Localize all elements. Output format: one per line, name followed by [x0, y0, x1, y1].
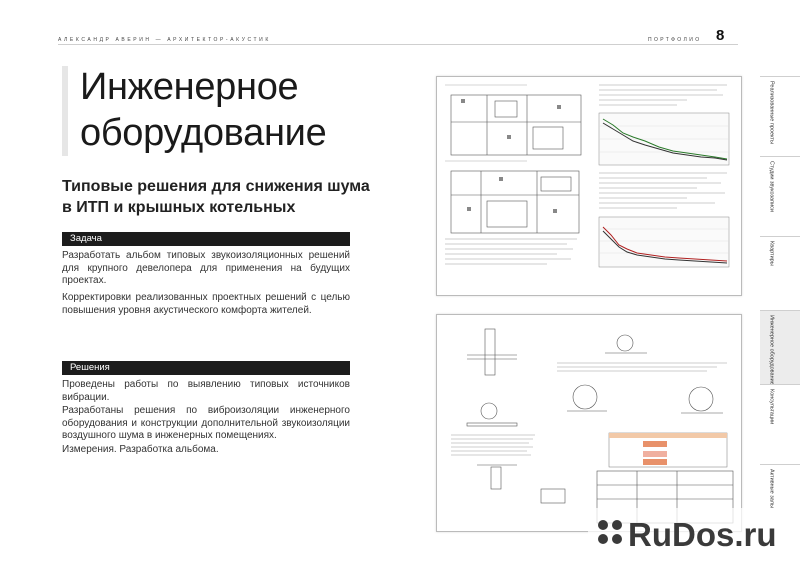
- document-thumbnail-drawings: [436, 314, 742, 532]
- page-title-line1: Инженерное: [80, 66, 299, 108]
- side-tab-label: Студии звукозаписи: [768, 161, 775, 212]
- document-drawings-drawing: [437, 315, 741, 531]
- watermark-logo-icon: [596, 518, 624, 546]
- side-tab-consultations[interactable]: [760, 384, 800, 465]
- task-paragraph-1: Разработать альбом типовых звукоизоляционных решений для крупного девелопера для применения на будущих проектах.: [62, 250, 350, 286]
- side-tab-implemented-projects[interactable]: [760, 76, 800, 157]
- task-paragraph-2: Корректировки реализованных проектных решений с целью повышения уровня акустического комфорта жителей.: [62, 292, 350, 316]
- header-section: ПОРТФОЛИО: [648, 37, 702, 43]
- solutions-paragraph-2: Разработаны решения по виброизоляции инженерного оборудования и конструкции дополнительной звукоизоляции воздушного шума в инженерных помещениях.: [62, 405, 350, 441]
- side-tab-label: Квартиры: [768, 241, 775, 266]
- page-title: [80, 64, 410, 156]
- solutions-paragraph-1: Проведены работы по выявлению типовых источников вибрации.: [62, 379, 350, 403]
- header-divider: [58, 44, 738, 45]
- page-number: 8: [716, 27, 725, 44]
- title-accent-bar: [62, 66, 68, 156]
- solutions-paragraph-3: Измерения. Разработка альбома.: [62, 444, 219, 455]
- watermark: [588, 508, 788, 560]
- document-plans-charts-drawing: [437, 77, 741, 295]
- side-tab-label: Консультации: [768, 389, 775, 425]
- side-navigation: [760, 76, 800, 566]
- side-tab-label: Инженерное оборудование: [768, 315, 775, 385]
- page-subtitle: Типовые решения для снижения шума в ИТП и крышных котельных: [62, 178, 370, 216]
- side-tab-label: Реализованные проекты: [768, 81, 775, 144]
- task-heading: Задача: [62, 232, 350, 246]
- side-tab-apartments[interactable]: [760, 236, 800, 311]
- side-tab-engineering-equipment[interactable]: [760, 310, 800, 385]
- watermark-text: RuDos.ru: [628, 516, 777, 553]
- page-title-line2: оборудование: [80, 112, 327, 154]
- document-thumbnail-plans-charts: [436, 76, 742, 296]
- side-tab-recording-studios[interactable]: [760, 156, 800, 237]
- side-tab-label: Активные залы: [768, 469, 775, 508]
- header-author: АЛЕКСАНДР АВЕРИН — АРХИТЕКТОР-АКУСТИК: [58, 37, 271, 43]
- solutions-heading: Решения: [62, 361, 350, 375]
